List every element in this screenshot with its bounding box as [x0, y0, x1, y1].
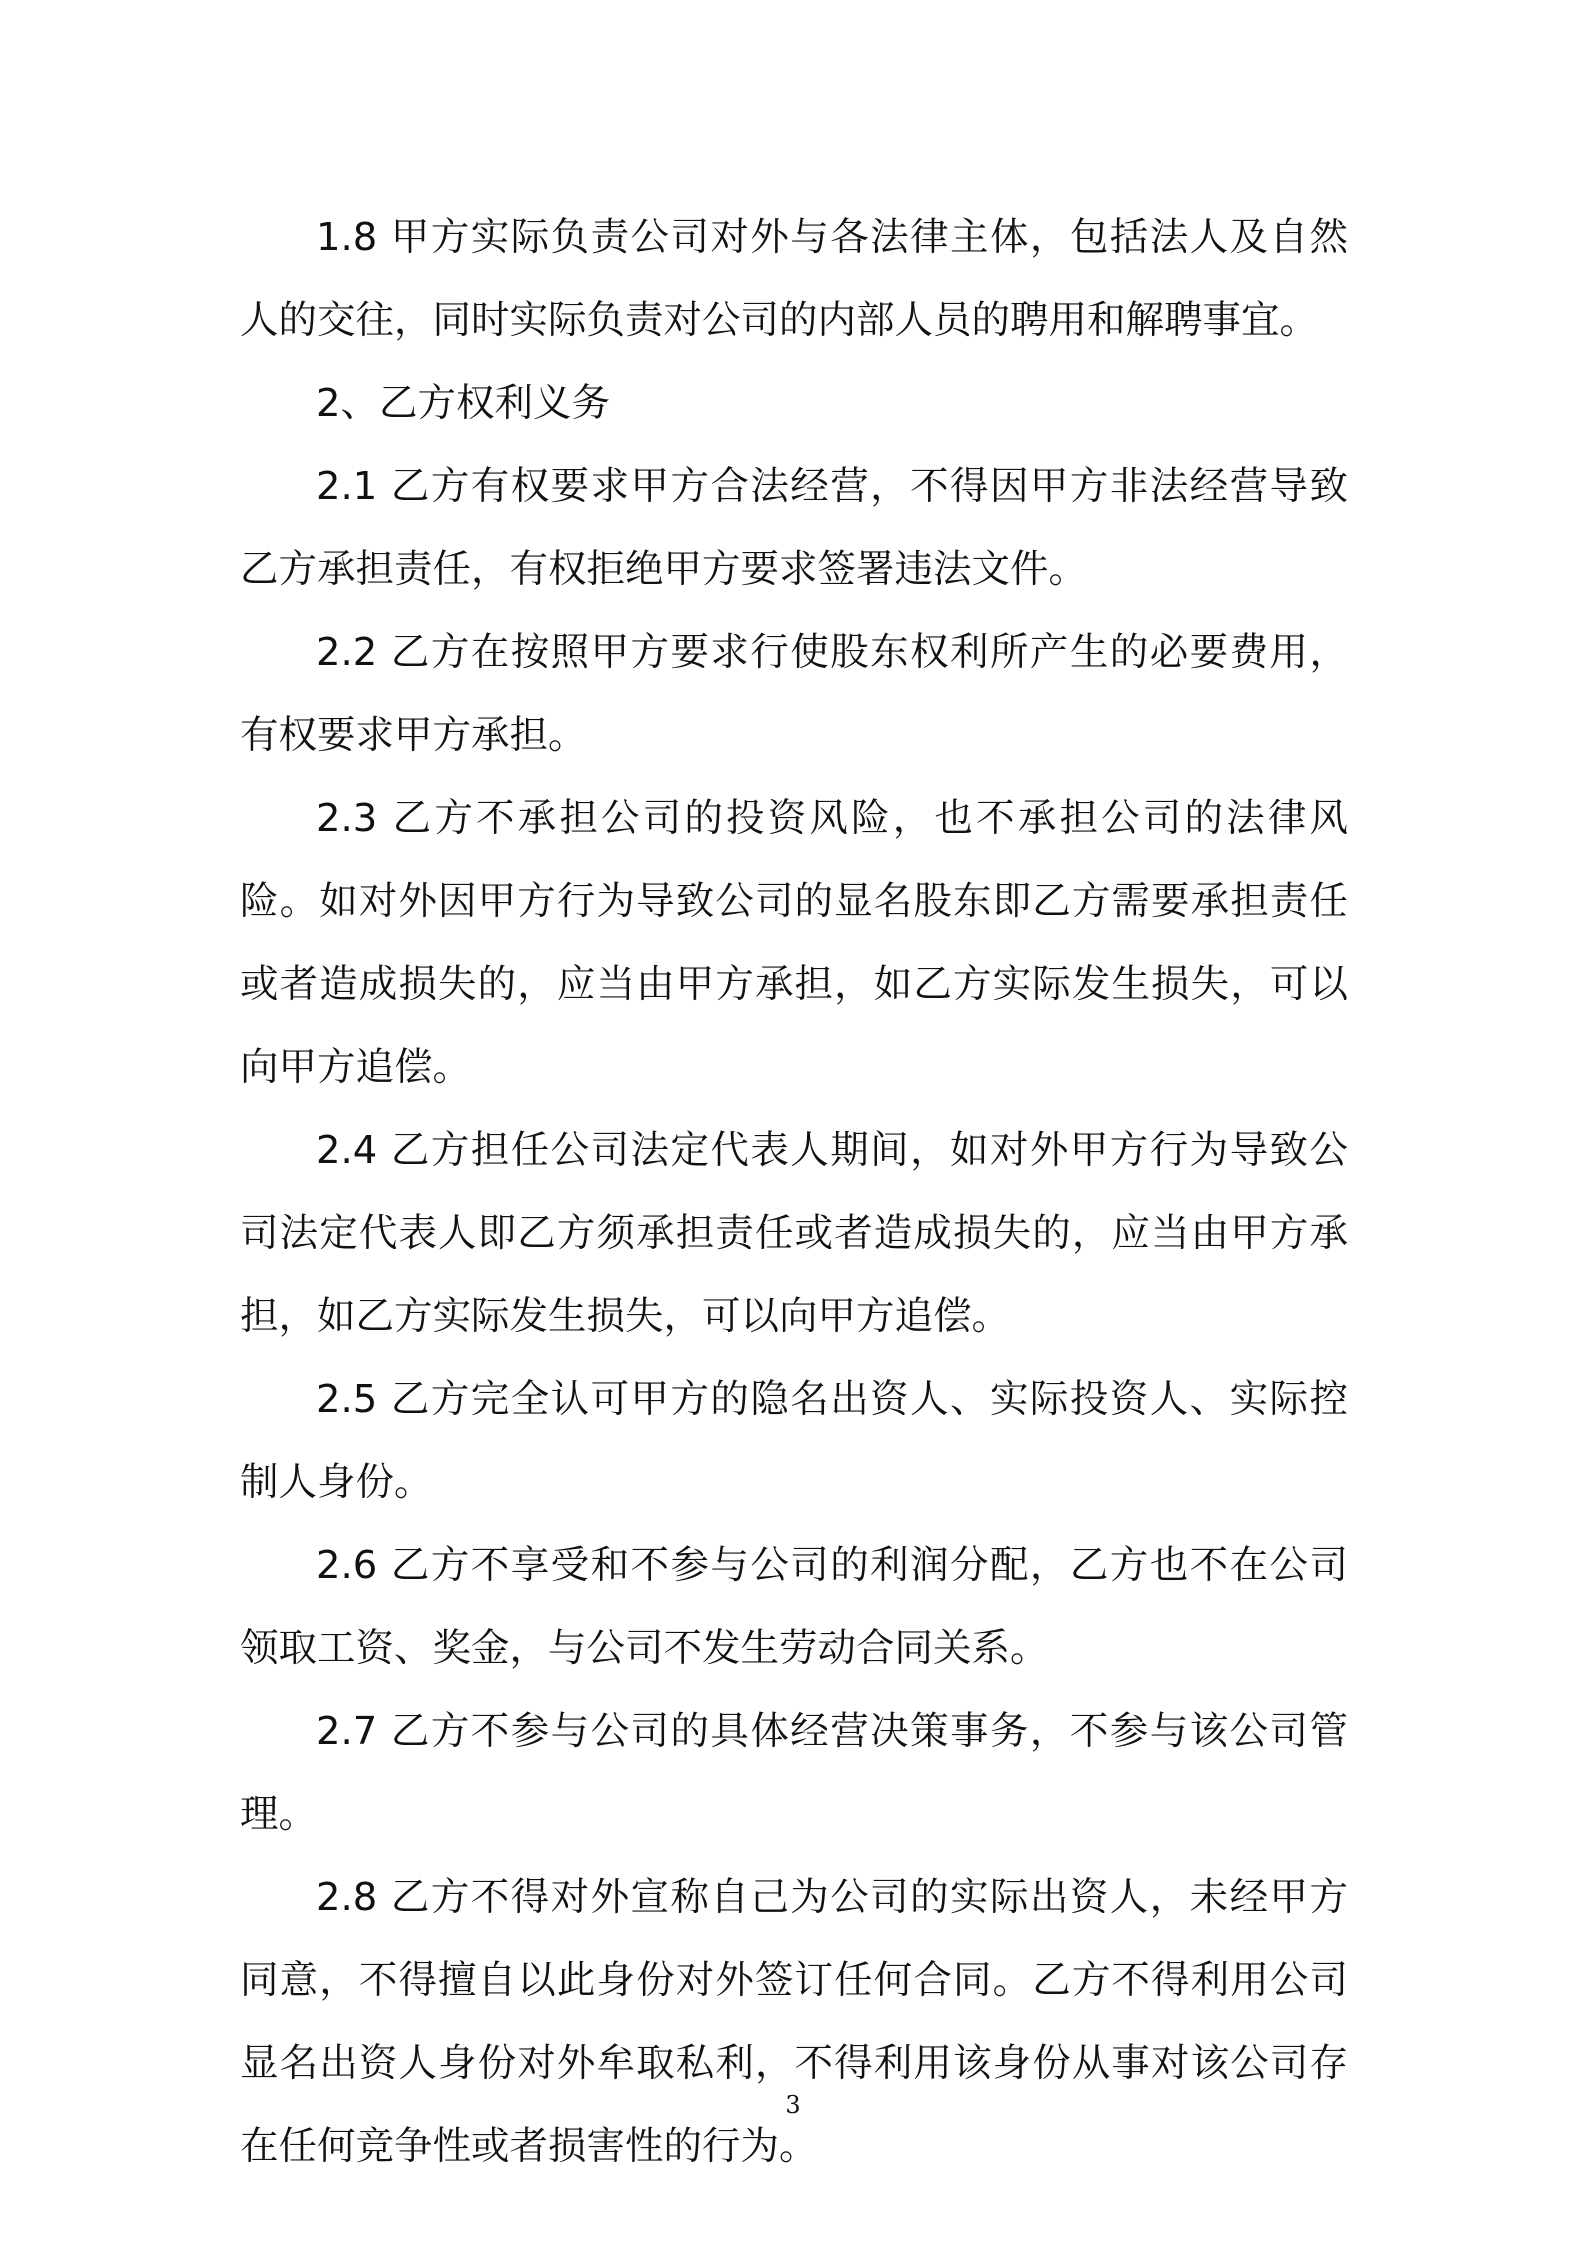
clause-2-4: 2.4 乙方担任公司法定代表人期间，如对外甲方行为导致公司法定代表人即乙方须承担责任或者造成损失的，应当由甲方承担，如乙方实际发生损失，可以向甲方追偿。: [240, 1128, 1348, 1339]
clause-2-6: 2.6 乙方不享受和不参与公司的利润分配，乙方也不在公司领取工资、奖金，与公司不发生劳动合同关系。: [240, 1543, 1348, 1671]
page-number: 3: [785, 2091, 801, 2119]
clause-2-3: 2.3 乙方不承担公司的投资风险，也不承担公司的法律风险。如对外因甲方行为导致公司的显名股东即乙方需要承担责任或者造成损失的，应当由甲方承担，如乙方实际发生损失，可以向甲方追偿。: [240, 796, 1348, 1090]
clause-2-7: 2.7 乙方不参与公司的具体经营决策事务，不参与该公司管理。: [240, 1709, 1348, 1837]
clause-2-1: 2.1 乙方有权要求甲方合法经营，不得因甲方非法经营导致乙方承担责任，有权拒绝甲方要求签署违法文件。: [240, 464, 1348, 592]
clause-1-8: 1.8 甲方实际负责公司对外与各法律主体，包括法人及自然人的交往，同时实际负责对公司的内部人员的聘用和解聘事宜。: [240, 215, 1348, 343]
clause-2-2: 2.2 乙方在按照甲方要求行使股东权利所产生的必要费用，有权要求甲方承担。: [240, 630, 1348, 758]
section-heading-2: 2、乙方权利义务: [316, 381, 610, 426]
document-body: [240, 196, 1348, 2188]
clause-2-8: 2.8 乙方不得对外宣称自己为公司的实际出资人，未经甲方同意，不得擅自以此身份对外签订任何合同。乙方不得利用公司显名出资人身份对外牟取私利，不得利用该身份从事对该公司存在任何竞争性或者损害性的行为。: [240, 1875, 1348, 2169]
clause-2-5: 2.5 乙方完全认可甲方的隐名出资人、实际投资人、实际控制人身份。: [240, 1377, 1348, 1505]
